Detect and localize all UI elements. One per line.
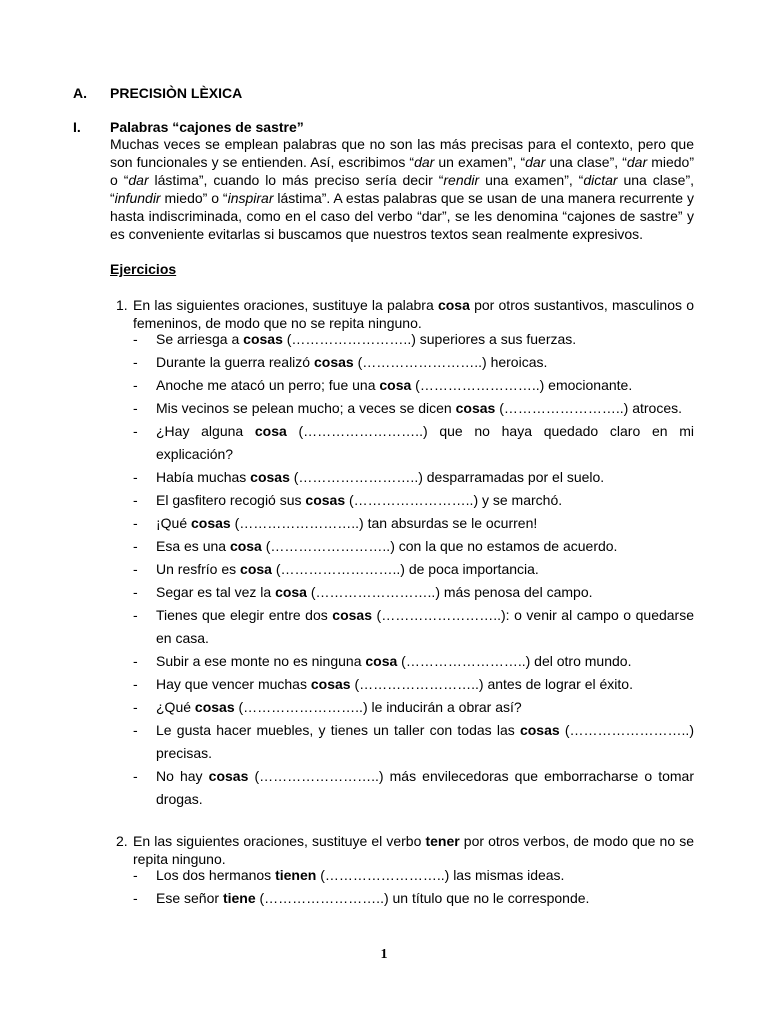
prompt-text: por otros verbos, de modo que no se repita ninguno. (133, 833, 695, 867)
bullet-dash: - (133, 890, 138, 906)
item-text: No hay (156, 768, 209, 784)
target-word: cosas (313, 354, 354, 370)
item-text: Esa es una (156, 538, 230, 554)
target-word: cosa (240, 561, 272, 577)
item-blank-text: (……………………..) más penosa del campo. (306, 584, 593, 600)
target-word: cosa (229, 538, 262, 554)
exercise-item (133, 604, 694, 650)
item-text: Hay que vencer muchas (156, 676, 311, 692)
target-word: cosa (254, 423, 287, 439)
item-blank-text: (……………………..) emocionante. (411, 377, 633, 393)
item-blank-text: (……………………..) desparramadas por el suelo. (289, 469, 605, 485)
bullet-dash: - (133, 584, 138, 600)
item-blank-text: (……………………..): o venir al campo o quedarse en casa. (156, 607, 694, 646)
exercise-items (133, 864, 694, 910)
exercise-item (133, 328, 694, 351)
exercise-item (133, 374, 694, 397)
item-blank-text: (……………………..) de poca importancia. (271, 561, 539, 577)
item-text: Ese señor (156, 890, 223, 906)
heading-title: PRECISIÒN LÈXICA (110, 85, 243, 101)
page-number: 1 (380, 947, 388, 962)
target-word: cosa (365, 653, 398, 669)
prompt-text: por otros sustantivos, masculinos o femeninos, de modo que no se repita ninguno. (133, 297, 695, 331)
bullet-dash: - (133, 354, 138, 370)
bullet-dash: - (133, 653, 138, 669)
target-word: cosas (455, 400, 496, 416)
paragraph-run: una clase”, “ (545, 154, 627, 170)
exercise-item (133, 489, 694, 512)
item-blank-text: (……………………..) con la que no estamos de acuerdo. (261, 538, 618, 554)
bullet-dash: - (133, 469, 138, 485)
exercise-item (133, 512, 694, 535)
item-blank-text: (……………………..) atroces. (495, 400, 682, 416)
item-text: El gasfitero recogió sus (156, 492, 306, 508)
paragraph-run: lástima”. A estas palabras que se usan de una manera recurrente y hasta indiscriminada, como en el caso del verbo “dar”, se les denomina “cajones de sastre” y es conveniente evitarlas si buscamos que nuestros textos sean realmente expresivos. (110, 190, 694, 242)
target-word: cosas (310, 676, 351, 692)
prompt-text: En las siguientes oraciones, sustituye el verbo (133, 833, 426, 849)
exercise-item (133, 466, 694, 489)
bullet-dash: - (133, 676, 138, 692)
target-word: cosas (194, 699, 235, 715)
item-blank-text: (……………………..) que no haya quedado claro en mi explicación? (156, 423, 694, 462)
italic-term: inspirar (227, 190, 274, 206)
item-blank-text: (……………………..) precisas. (156, 722, 694, 761)
target-word: cosas (250, 469, 290, 485)
exercise-item (133, 765, 694, 811)
exercise-2 (0, 832, 694, 910)
item-text: Mis vecinos se pelean mucho; a veces se dicen (156, 400, 456, 416)
item-text: Un resfrío es (156, 561, 241, 577)
paragraph-run: miedo” o “ (110, 154, 694, 188)
bullet-dash: - (133, 492, 138, 508)
bullet-dash: - (133, 607, 138, 623)
bullet-dash: - (133, 515, 138, 531)
item-blank-text: (……………………..) del otro mundo. (397, 653, 632, 669)
italic-term: dar (414, 154, 435, 170)
target-word: cosas (243, 331, 283, 347)
exercise-item (133, 420, 694, 466)
target-word: tiene (222, 890, 256, 906)
italic-term: dar (525, 154, 546, 170)
italic-term: rendir (443, 172, 480, 188)
bullet-dash: - (133, 423, 138, 439)
exercise-item (133, 719, 694, 765)
bullet-dash: - (133, 768, 138, 784)
exercise-item (133, 650, 694, 673)
exercise-prompt (133, 832, 694, 868)
item-text: Le gusta hacer muebles, y tienes un taller con todas las (156, 722, 520, 738)
exercise-item (133, 673, 694, 696)
item-blank-text: (……………………..) más envilecedoras que emborracharse o tomar drogas. (156, 768, 695, 807)
item-blank-text: (……………………..) un título que no le corresponde. (255, 890, 590, 906)
item-text: Anoche me atacó un perro; fue una (156, 377, 380, 393)
item-text: ¡Qué (156, 515, 192, 531)
item-text: ¿Hay alguna (156, 423, 255, 439)
item-text: Había muchas (156, 469, 251, 485)
paragraph-run: un examen”, “ (434, 154, 526, 170)
paragraph-run: miedo” o “ (160, 190, 228, 206)
bullet-dash: - (133, 699, 138, 715)
paragraph-run: lástima”, cuando lo más preciso sería decir “ (148, 172, 444, 188)
exercise-item (133, 558, 694, 581)
heading-marker: A. (73, 85, 87, 101)
item-text: ¿Qué (156, 699, 195, 715)
italic-term: dar (128, 172, 149, 188)
item-blank-text: (……………………..) le inducirán a obrar así? (234, 699, 522, 715)
paragraph-run: una examen”, “ (479, 172, 584, 188)
exercise-item (133, 887, 694, 910)
exercises-title: Ejercicios (110, 261, 177, 277)
item-text: Se arriesga a (156, 331, 244, 347)
bullet-dash: - (133, 377, 138, 393)
prompt-target-word: tener (425, 833, 460, 849)
paragraph-run: una clase”, “ (110, 172, 694, 206)
section-heading (0, 84, 694, 102)
bullet-dash: - (133, 331, 138, 347)
item-blank-text: (……………………..) las mismas ideas. (316, 867, 565, 883)
subsection-title: Palabras “cajones de sastre” (110, 119, 304, 135)
exercise-number: 1. (116, 297, 128, 313)
bullet-dash: - (133, 400, 138, 416)
subsection-marker: I. (73, 119, 81, 135)
item-text: Tienes que elegir entre dos (156, 607, 333, 623)
target-word: tienen (275, 867, 317, 883)
italic-term: dictar (583, 172, 618, 188)
exercise-prompt (133, 296, 694, 332)
bullet-dash: - (133, 867, 138, 883)
intro-paragraph (110, 135, 694, 243)
item-blank-text: (……………………..) y se marchó. (345, 492, 563, 508)
exercise-item (133, 581, 694, 604)
exercise-1 (0, 296, 694, 811)
target-word: cosa (379, 377, 412, 393)
item-text: Subir a ese monte no es ninguna (156, 653, 366, 669)
italic-term: dar (626, 154, 648, 170)
italic-term: infundir (114, 190, 161, 206)
target-word: cosas (208, 768, 249, 784)
item-text: Los dos hermanos (156, 867, 276, 883)
exercise-item (133, 696, 694, 719)
item-blank-text: (……………………..) antes de lograr el éxito. (350, 676, 633, 692)
bullet-dash: - (133, 561, 138, 577)
item-blank-text: (……………………..) tan absurdas se le ocurren! (230, 515, 538, 531)
item-text: Segar es tal vez la (156, 584, 276, 600)
exercise-item (133, 535, 694, 558)
prompt-target-word: cosa (437, 297, 470, 313)
target-word: cosas (332, 607, 372, 623)
exercise-item (133, 864, 694, 887)
prompt-text: En las siguientes oraciones, sustituye la palabra (133, 297, 438, 313)
bullet-dash: - (133, 722, 138, 738)
target-word: cosas (191, 515, 231, 531)
exercise-items (133, 328, 694, 811)
exercise-number: 2. (116, 833, 128, 849)
bullet-dash: - (133, 538, 138, 554)
paragraph-run: Muchas veces se emplean palabras que no son las más precisas para el contexto, pero que son funcionales y se entienden. Así, escribimos “ (110, 136, 694, 170)
item-blank-text: (……………………..) heroicas. (353, 354, 548, 370)
target-word: cosas (305, 492, 346, 508)
subsection (0, 119, 694, 243)
item-blank-text: (……………………..) superiores a sus fuerzas. (282, 331, 577, 347)
exercise-item (133, 351, 694, 374)
exercise-item (133, 397, 694, 420)
item-text: Durante la guerra realizó (156, 354, 314, 370)
target-word: cosas (519, 722, 560, 738)
target-word: cosa (275, 584, 307, 600)
